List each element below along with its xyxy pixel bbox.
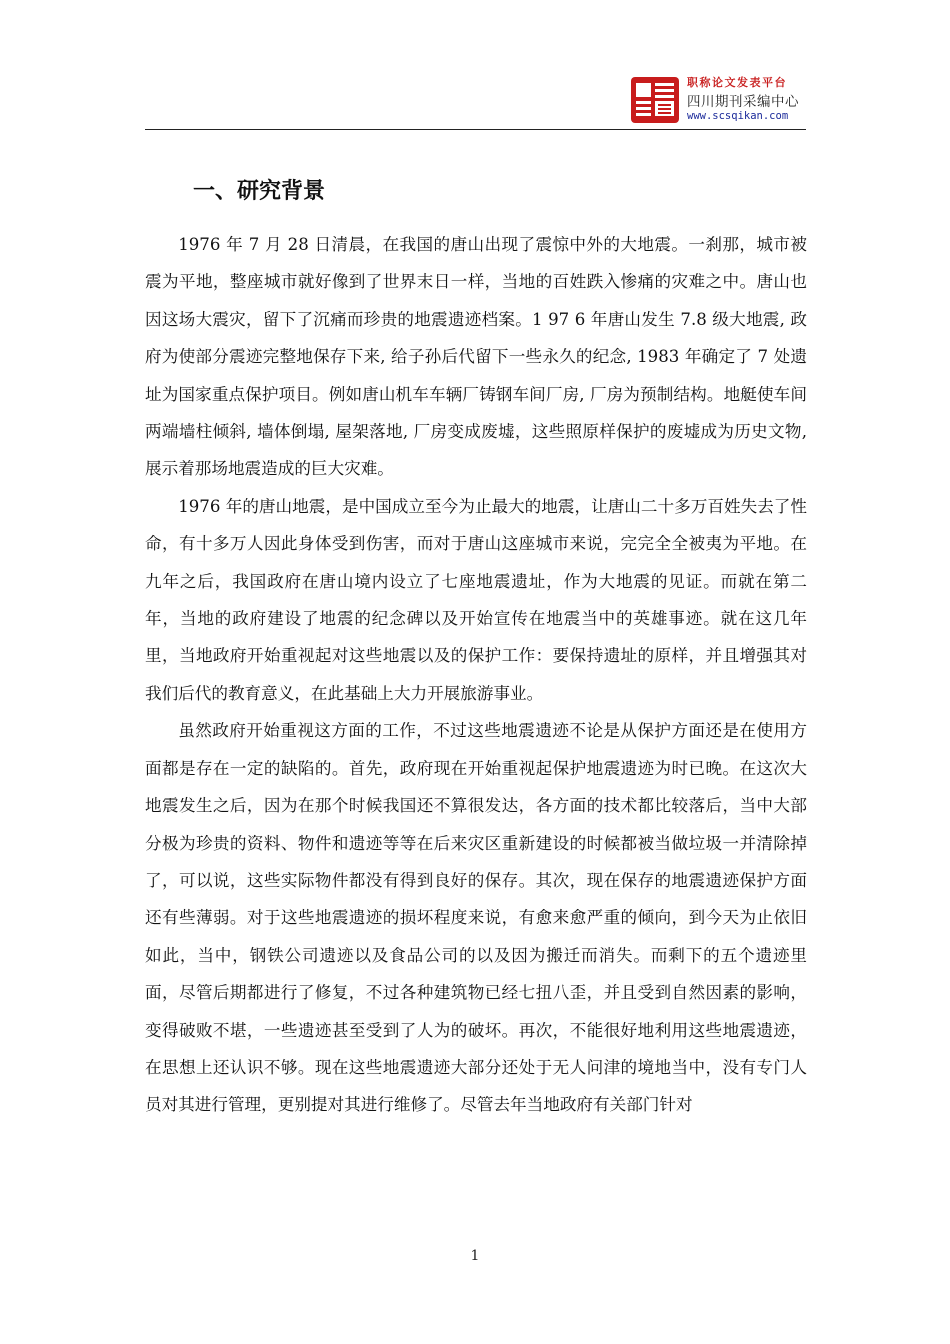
document-body bbox=[145, 172, 807, 1124]
logo-brand-name: 四川期刊采编中心 bbox=[687, 94, 799, 110]
publisher-logo[interactable] bbox=[630, 74, 805, 126]
page-number: 1 bbox=[470, 1248, 480, 1264]
section-heading: 一、研究背景 bbox=[193, 179, 326, 204]
paragraph-3: 虽然政府开始重视这方面的工作，不过这些地震遗迹不论是从保护方面还是在使用方面都是存在一定的缺陷的。首先，政府现在开始重视起保护地震遗迹为时已晚。在这次大地震发生之后，因为在那个时候我国还不算很发达，各方面的技术都比较落后，当中大部分极为珍贵的资料、物件和遗迹等等在后来灾区重新建设的时候都被当做垃圾一并清除掉了，可以说，这些实际物件都没有得到良好的保存。其次，现在保存的地震遗迹保护方面还有些薄弱。对于这些地震遗迹的损坏程度来说，有愈来愈严重的倾向，到今天为止依旧如此，当中，钢铁公司遗迹以及食品公司的以及因为搬迁而消失。而剩下的五个遗迹里面，尽管后期都进行了修复，不过各种建筑物已经七扭八歪，并且受到自然因素的影响，变得破败不堪，一些遗迹甚至受到了人为的破坏。再次，不能很好地利用这些地震遗迹，在思想上还认识不够。现在这些地震遗迹大部分还处于无人问津的境地当中，没有专门人员对其进行管理，更别提对其进行维修了。尽管去年当地政府有关部门针对 bbox=[145, 721, 807, 1115]
logo-tagline: 职称论文发表平台 bbox=[687, 76, 787, 89]
paragraph-2: 1976 年的唐山地震，是中国成立至今为止最大的地震，让唐山二十多万百姓失去了性命，有十多万人因此身体受到伤害，而对于唐山这座城市来说，完完全全被夷为平地。在九年之后，我国政府在唐山境内设立了七座地震遗址，作为大地震的见证。而就在第二年，当地的政府建设了地震的纪念碑以及开始宣传在地震当中的英雄事迹。就在这几年里，当地政府开始重视起对这些地震以及的保护工作：要保持遗址的原样，并且增强其对我们后代的教育意义，在此基础上大力开展旅游事业。 bbox=[145, 496, 807, 703]
newspaper-icon bbox=[630, 76, 680, 124]
logo-url[interactable]: www.scsqikan.com bbox=[687, 110, 789, 122]
paragraph-1: 1976 年 7 月 28 日清晨，在我国的唐山出现了震惊中外的大地震。一刹那，城市被震为平地，整座城市就好像到了世界末日一样，当地的百姓跌入惨痛的灾难之中。唐山也因这场大震灾，留下了沉痛而珍贵的地震遗迹档案。1 97 6 年唐山发生 7.8 级大地震, 政府为使部分震迹完整地保存下来, 给子孙后代留下一些永久的纪念, 1983 年确定了 7 处遗址为国家重点保护项目。例如唐山机车车辆厂铸钢车间厂房, 厂房为预制结构。地艇使车间两端墙柱倾斜, 墙体倒塌, 屋架落地, 厂房变成废墟，这些照原样保护的废墟成为历史文物, 展示着那场地震造成的巨大灾难。 bbox=[145, 235, 807, 479]
header-divider bbox=[145, 129, 806, 130]
